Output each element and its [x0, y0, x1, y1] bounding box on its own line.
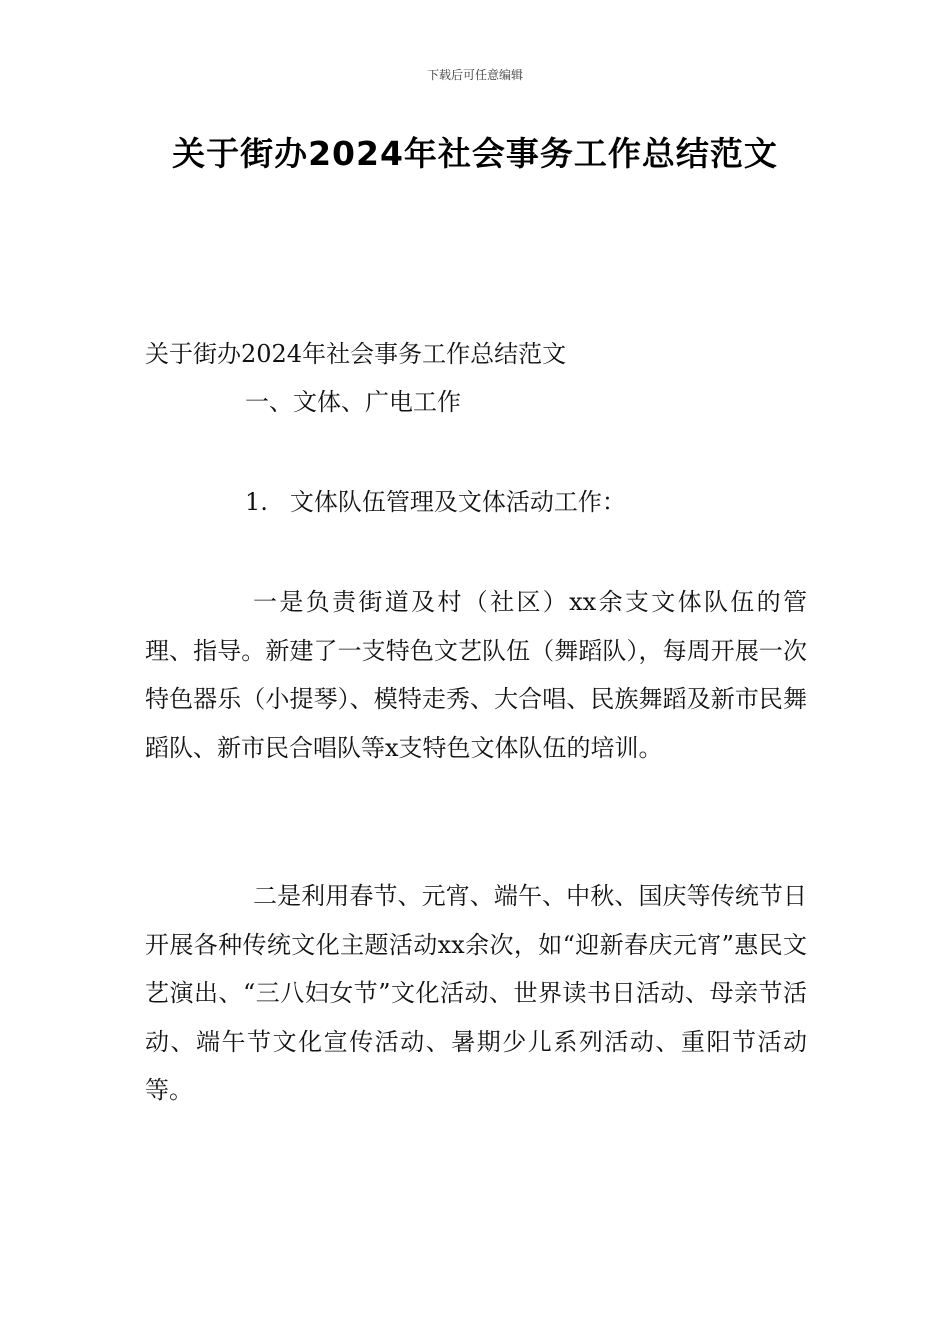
header-note: 下载后可任意编辑: [426, 68, 523, 82]
paragraph-2: 二是利用春节、元宵、端午、中秋、国庆等传统节日开展各种传统文化主题活动xx余次，如“迎新春庆元宵”惠民文艺演出、“三八妇女节”文化活动、世界读书日活动、母亲节活动、端午节文化宣传活动、暑期少儿系列活动、重阳节活动等。: [145, 882, 807, 1104]
section-heading: 一、文体、广电工作: [245, 388, 461, 416]
document-title: 关于街办2024年社会事务工作总结范文: [172, 134, 778, 173]
document-subtitle: 关于街办2024年社会事务工作总结范文: [145, 340, 567, 368]
item-number: 1.: [245, 488, 268, 516]
item-heading-text: 文体队伍管理及文体活动工作：: [289, 488, 626, 516]
paragraph-1: 一是负责街道及村（社区）xx余支文体队伍的管理、指导。新建了一支特色文艺队伍（舞蹈队），每周开展一次特色器乐（小提琴）、模特走秀、大合唱、民族舞蹈及新市民舞蹈队、新市民合唱队等x支特色文体队伍的培训。: [145, 588, 807, 762]
item-heading: [245, 482, 626, 517]
